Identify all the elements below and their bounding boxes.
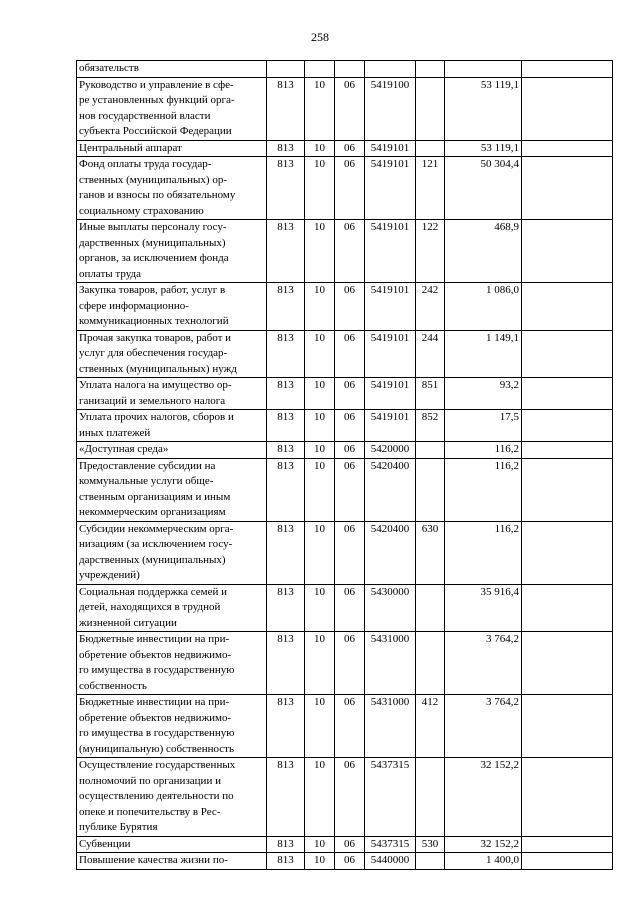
- empty-cell: [522, 758, 613, 837]
- expense-type-cell: [416, 77, 445, 140]
- target-code-cell: 5430000: [365, 584, 416, 632]
- table-row: [77, 220, 613, 283]
- table-row: [77, 140, 613, 157]
- subsection-code-cell: 06: [335, 584, 365, 632]
- row-name-line: некоммерческим организациям: [79, 506, 226, 518]
- section-code-cell: 10: [305, 632, 335, 695]
- target-code-cell: 5419101: [365, 378, 416, 410]
- ministry-code-cell: 813: [267, 330, 305, 378]
- amount-cell: 53 119,1: [445, 77, 522, 140]
- expense-type-cell: [416, 758, 445, 837]
- empty-cell: [522, 220, 613, 283]
- row-name-line: Повышение качества жизни по-: [79, 854, 228, 866]
- expense-type-cell: 121: [416, 157, 445, 220]
- subsection-code-cell: 06: [335, 157, 365, 220]
- row-name-line: опеке и попечительству в Рес-: [79, 805, 221, 818]
- target-code-cell: 5420000: [365, 442, 416, 459]
- row-name-line: нов государственной власти: [79, 109, 211, 122]
- expense-type-cell: [416, 458, 445, 521]
- subsection-code-cell: 06: [335, 758, 365, 837]
- amount-cell: 35 916,4: [445, 584, 522, 632]
- subsection-code-cell: [335, 61, 365, 78]
- section-code-cell: 10: [305, 584, 335, 632]
- row-name-line: Предоставление субсидии на: [79, 459, 216, 472]
- row-name-line: обретение объектов недвижимо-: [79, 711, 232, 724]
- target-code-cell: 5419101: [365, 140, 416, 157]
- row-name-line: Бюджетные инвестиции на при-: [79, 696, 230, 708]
- target-code-cell: 5440000: [365, 853, 416, 870]
- empty-cell: [522, 632, 613, 695]
- expense-type-cell: [416, 853, 445, 870]
- ministry-code-cell: 813: [267, 410, 305, 442]
- section-code-cell: 10: [305, 521, 335, 584]
- row-name-line: собственность: [79, 679, 147, 692]
- target-code-cell: 5419101: [365, 220, 416, 283]
- row-name-line: полномочий по организации и: [79, 774, 221, 787]
- row-name-line: Прочая закупка товаров, работ и: [79, 331, 232, 344]
- row-name-line: ре установленных функций орга-: [79, 94, 235, 106]
- row-name-line: коммуникационных технологий: [79, 315, 229, 327]
- section-code-cell: 10: [305, 77, 335, 140]
- table-row: [77, 758, 613, 837]
- row-name-line: «Доступная среда»: [79, 443, 169, 455]
- row-name-cell: [77, 442, 267, 459]
- ministry-code-cell: 813: [267, 378, 305, 410]
- empty-cell: [522, 836, 613, 853]
- ministry-code-cell: 813: [267, 283, 305, 331]
- row-name-line: го имущества в государственную: [79, 664, 235, 676]
- row-name-line: Иные выплаты персоналу госу-: [79, 221, 227, 233]
- row-name-line: коммунальные услуги обще-: [79, 475, 214, 487]
- row-name-line: Бюджетные инвестиции на при-: [79, 633, 230, 645]
- row-name-line: оплаты труда: [79, 267, 142, 280]
- target-code-cell: 5431000: [365, 632, 416, 695]
- row-name-line: иных платежей: [79, 426, 151, 439]
- empty-cell: [522, 853, 613, 870]
- row-name-cell: [77, 220, 267, 283]
- expense-type-cell: 122: [416, 220, 445, 283]
- target-code-cell: 5437315: [365, 836, 416, 853]
- section-code-cell: 10: [305, 458, 335, 521]
- table-row: [77, 836, 613, 853]
- row-name-cell: [77, 140, 267, 157]
- row-name-line: ганизаций и земельного налога: [79, 394, 226, 407]
- row-name-line: обретение объектов недвижимо-: [79, 648, 232, 661]
- expense-type-cell: 630: [416, 521, 445, 584]
- expense-type-cell: 530: [416, 836, 445, 853]
- table-row: [77, 283, 613, 331]
- row-name-line: Закупка товаров, работ, услуг в: [79, 284, 226, 296]
- section-code-cell: 10: [305, 220, 335, 283]
- amount-cell: 32 152,2: [445, 836, 522, 853]
- ministry-code-cell: 813: [267, 140, 305, 157]
- expense-type-cell: [416, 584, 445, 632]
- subsection-code-cell: 06: [335, 853, 365, 870]
- row-name-cell: [77, 632, 267, 695]
- row-name-cell: [77, 77, 267, 140]
- expense-type-cell: 244: [416, 330, 445, 378]
- ministry-code-cell: 813: [267, 836, 305, 853]
- row-name-line: Уплата налога на имущество ор-: [79, 379, 232, 391]
- row-name-line: Социальная поддержка семей и: [79, 585, 227, 598]
- table-row: [77, 458, 613, 521]
- row-name-line: услуг для обеспечения государ-: [79, 347, 228, 359]
- ministry-code-cell: 813: [267, 758, 305, 837]
- empty-cell: [522, 283, 613, 331]
- row-name-cell: [77, 330, 267, 378]
- expense-type-cell: [416, 442, 445, 459]
- row-name-cell: [77, 458, 267, 521]
- row-name-line: учреждений): [79, 569, 140, 581]
- row-name-line: субъекта Российской Федерации: [79, 125, 232, 137]
- target-code-cell: 5419101: [365, 410, 416, 442]
- section-code-cell: 10: [305, 758, 335, 837]
- row-name-cell: [77, 283, 267, 331]
- row-name-line: осуществлению деятельности по: [79, 790, 234, 802]
- subsection-code-cell: 06: [335, 140, 365, 157]
- amount-cell: 3 764,2: [445, 632, 522, 695]
- row-name-cell: [77, 378, 267, 410]
- empty-cell: [522, 157, 613, 220]
- row-name-cell: [77, 836, 267, 853]
- target-code-cell: 5419101: [365, 157, 416, 220]
- target-code-cell: [365, 61, 416, 78]
- row-name-line: ганов и взносы по обязательному: [79, 189, 236, 201]
- expense-type-cell: [416, 140, 445, 157]
- amount-cell: 93,2: [445, 378, 522, 410]
- ministry-code-cell: 813: [267, 695, 305, 758]
- section-code-cell: 10: [305, 157, 335, 220]
- row-name-line: (муниципальную) собственность: [79, 742, 234, 755]
- empty-cell: [522, 458, 613, 521]
- empty-cell: [522, 77, 613, 140]
- row-name-line: Субсидии некоммерческим орга-: [79, 522, 234, 535]
- row-name-line: дарственных (муниципальных): [79, 553, 226, 566]
- table-row: [77, 853, 613, 870]
- section-code-cell: 10: [305, 283, 335, 331]
- table-row: [77, 695, 613, 758]
- empty-cell: [522, 61, 613, 78]
- expense-type-cell: 242: [416, 283, 445, 331]
- amount-cell: 32 152,2: [445, 758, 522, 837]
- row-name-line: низациям (за исключением госу-: [79, 538, 233, 550]
- table-row: [77, 584, 613, 632]
- ministry-code-cell: 813: [267, 458, 305, 521]
- expense-type-cell: [416, 61, 445, 78]
- row-name-line: дарственных (муниципальных): [79, 236, 226, 249]
- empty-cell: [522, 695, 613, 758]
- subsection-code-cell: 06: [335, 283, 365, 331]
- section-code-cell: 10: [305, 410, 335, 442]
- amount-cell: 3 764,2: [445, 695, 522, 758]
- empty-cell: [522, 521, 613, 584]
- row-name-line: обязательств: [79, 62, 139, 74]
- table-row: [77, 61, 613, 78]
- subsection-code-cell: 06: [335, 330, 365, 378]
- section-code-cell: 10: [305, 140, 335, 157]
- amount-cell: 1 149,1: [445, 330, 522, 378]
- row-name-line: Руководство и управление в сфе-: [79, 78, 234, 91]
- expense-type-cell: 851: [416, 378, 445, 410]
- target-code-cell: 5420400: [365, 521, 416, 584]
- row-name-line: социальному страхованию: [79, 204, 204, 217]
- row-name-line: жизненной ситуации: [79, 616, 177, 629]
- target-code-cell: 5437315: [365, 758, 416, 837]
- row-name-cell: [77, 410, 267, 442]
- row-name-cell: [77, 157, 267, 220]
- table-row: [77, 157, 613, 220]
- row-name-line: ственным организациям и иным: [79, 490, 231, 503]
- ministry-code-cell: 813: [267, 220, 305, 283]
- empty-cell: [522, 378, 613, 410]
- amount-cell: 53 119,1: [445, 140, 522, 157]
- row-name-line: детей, находящихся в трудной: [79, 601, 221, 613]
- amount-cell: 17,5: [445, 410, 522, 442]
- row-name-line: органов, за исключением фонда: [79, 252, 229, 264]
- table-row: [77, 442, 613, 459]
- amount-cell: 1 400,0: [445, 853, 522, 870]
- amount-cell: 1 086,0: [445, 283, 522, 331]
- section-code-cell: 10: [305, 442, 335, 459]
- ministry-code-cell: 813: [267, 77, 305, 140]
- row-name-line: го имущества в государственную: [79, 727, 235, 739]
- table-row: [77, 632, 613, 695]
- section-code-cell: [305, 61, 335, 78]
- row-name-cell: [77, 584, 267, 632]
- ministry-code-cell: 813: [267, 442, 305, 459]
- subsection-code-cell: 06: [335, 220, 365, 283]
- subsection-code-cell: 06: [335, 521, 365, 584]
- table-row: [77, 410, 613, 442]
- amount-cell: [445, 61, 522, 78]
- ministry-code-cell: 813: [267, 853, 305, 870]
- amount-cell: 50 304,4: [445, 157, 522, 220]
- budget-table: [76, 60, 613, 870]
- subsection-code-cell: 06: [335, 695, 365, 758]
- empty-cell: [522, 140, 613, 157]
- row-name-line: ственных (муниципальных) нужд: [79, 362, 237, 375]
- subsection-code-cell: 06: [335, 410, 365, 442]
- row-name-line: публике Бурятия: [79, 821, 158, 833]
- target-code-cell: 5419100: [365, 77, 416, 140]
- row-name-line: Субвенции: [79, 837, 131, 850]
- subsection-code-cell: 06: [335, 458, 365, 521]
- subsection-code-cell: 06: [335, 378, 365, 410]
- table-row: [77, 521, 613, 584]
- amount-cell: 468,9: [445, 220, 522, 283]
- row-name-cell: [77, 61, 267, 78]
- empty-cell: [522, 584, 613, 632]
- table-row: [77, 378, 613, 410]
- target-code-cell: 5419101: [365, 330, 416, 378]
- ministry-code-cell: 813: [267, 584, 305, 632]
- empty-cell: [522, 330, 613, 378]
- ministry-code-cell: 813: [267, 632, 305, 695]
- row-name-line: Уплата прочих налогов, сборов и: [79, 411, 234, 423]
- amount-cell: 116,2: [445, 521, 522, 584]
- ministry-code-cell: 813: [267, 157, 305, 220]
- subsection-code-cell: 06: [335, 632, 365, 695]
- expense-type-cell: 412: [416, 695, 445, 758]
- subsection-code-cell: 06: [335, 77, 365, 140]
- subsection-code-cell: 06: [335, 836, 365, 853]
- row-name-line: Фонд оплаты труда государ-: [79, 158, 212, 170]
- empty-cell: [522, 410, 613, 442]
- target-code-cell: 5419101: [365, 283, 416, 331]
- table-row: [77, 77, 613, 140]
- row-name-cell: [77, 695, 267, 758]
- section-code-cell: 10: [305, 330, 335, 378]
- target-code-cell: 5420400: [365, 458, 416, 521]
- expense-type-cell: 852: [416, 410, 445, 442]
- section-code-cell: 10: [305, 853, 335, 870]
- amount-cell: 116,2: [445, 442, 522, 459]
- expense-type-cell: [416, 632, 445, 695]
- row-name-cell: [77, 853, 267, 870]
- empty-cell: [522, 442, 613, 459]
- page-number: 258: [311, 30, 329, 44]
- row-name-cell: [77, 521, 267, 584]
- section-code-cell: 10: [305, 378, 335, 410]
- row-name-line: ственных (муниципальных) ор-: [79, 173, 228, 186]
- target-code-cell: 5431000: [365, 695, 416, 758]
- ministry-code-cell: [267, 61, 305, 78]
- row-name-line: сфере информационно-: [79, 299, 189, 312]
- row-name-line: Центральный аппарат: [79, 141, 182, 154]
- ministry-code-cell: 813: [267, 521, 305, 584]
- row-name-cell: [77, 758, 267, 837]
- subsection-code-cell: 06: [335, 442, 365, 459]
- amount-cell: 116,2: [445, 458, 522, 521]
- section-code-cell: 10: [305, 836, 335, 853]
- row-name-line: Осуществление государственных: [79, 759, 236, 771]
- table-row: [77, 330, 613, 378]
- section-code-cell: 10: [305, 695, 335, 758]
